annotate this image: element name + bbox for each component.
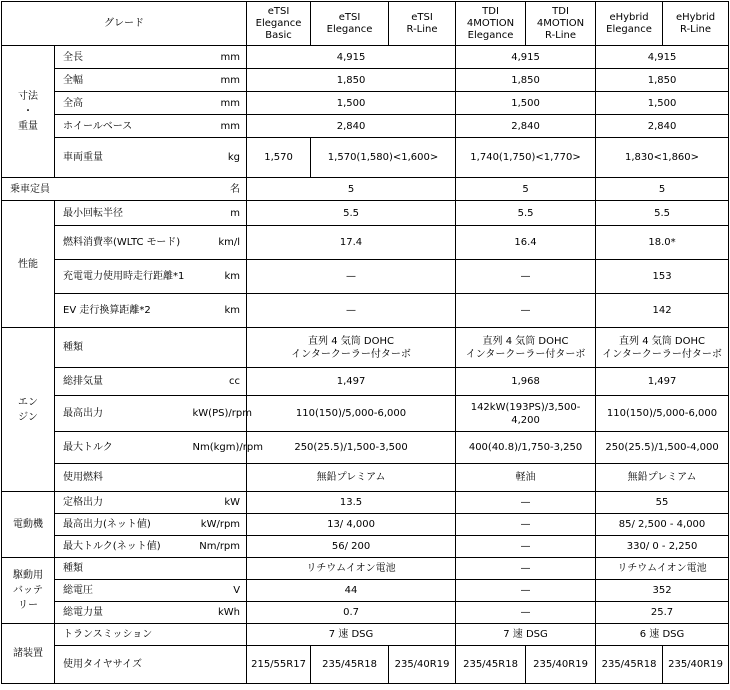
engine-value: 直列 4 気筒 DOHC インタークーラー付ターボ: [456, 328, 596, 368]
performance-value: —: [456, 294, 596, 328]
battery-category: 駆動用 バッテ リー: [2, 558, 55, 624]
header-model: eTSI Elegance Basic: [247, 2, 311, 46]
battery-value: 25.7: [596, 602, 729, 624]
battery-row: [2, 602, 729, 624]
equipment-row: [2, 624, 729, 646]
engine-unit: Nm(kgm)/rpm: [193, 432, 247, 464]
header-model: TDI 4MOTION R-Line: [526, 2, 596, 46]
motor-value: 13.5: [247, 492, 456, 514]
performance-value: —: [456, 260, 596, 294]
performance-row: [2, 260, 729, 294]
battery-value: —: [456, 580, 596, 602]
performance-unit: m: [193, 201, 247, 226]
performance-unit: km/l: [193, 226, 247, 260]
dimensions-value: 2,840: [456, 115, 596, 138]
motor-value: 55: [596, 492, 729, 514]
battery-label: 種類: [55, 558, 193, 580]
performance-value: 5.5: [456, 201, 596, 226]
motor-label: 定格出力: [55, 492, 193, 514]
engine-value: 250(25.5)/1,500-3,500: [247, 432, 456, 464]
battery-unit: [193, 558, 247, 580]
battery-label: 総電圧: [55, 580, 193, 602]
engine-value: 142kW(193PS)/3,500- 4,200: [456, 396, 596, 432]
engine-row: [2, 396, 729, 432]
engine-label: 最高出力: [55, 396, 193, 432]
equipment-value: 235/45R18: [596, 646, 663, 684]
dimensions-row: [2, 69, 729, 92]
engine-value: 400(40.8)/1,750-3,250: [456, 432, 596, 464]
dimensions-unit: mm: [193, 69, 247, 92]
performance-value: 5.5: [247, 201, 456, 226]
performance-value: —: [247, 260, 456, 294]
motor-row: [2, 514, 729, 536]
engine-category: エン ジン: [2, 328, 55, 492]
dimensions-unit: kg: [193, 138, 247, 178]
dimensions-value: 4,915: [247, 46, 456, 69]
dimensions-row: [2, 115, 729, 138]
performance-row: [2, 294, 729, 328]
battery-unit: V: [193, 580, 247, 602]
battery-value: 44: [247, 580, 456, 602]
header-model: eHybrid Elegance: [596, 2, 663, 46]
dimensions-value: 1,850: [456, 69, 596, 92]
capacity-row: [2, 178, 729, 201]
header-model: eTSI R-Line: [389, 2, 456, 46]
performance-value: 17.4: [247, 226, 456, 260]
engine-value: 軽油: [456, 464, 596, 492]
dimensions-category: 寸法 ・ 重量: [2, 46, 55, 178]
dimensions-unit: mm: [193, 115, 247, 138]
engine-value: 110(150)/5,000-6,000: [596, 396, 729, 432]
motor-label: 最高出力(ネット値): [55, 514, 193, 536]
equipment-value: 7 速 DSG: [247, 624, 456, 646]
engine-label: 種類: [55, 328, 193, 368]
equipment-value: 235/40R19: [663, 646, 729, 684]
dimensions-value: 4,915: [596, 46, 729, 69]
engine-unit: cc: [193, 368, 247, 396]
battery-label: 総電力量: [55, 602, 193, 624]
engine-row: [2, 464, 729, 492]
dimensions-value: 1,500: [596, 92, 729, 115]
header-model: TDI 4MOTION Elegance: [456, 2, 526, 46]
dimensions-label: 車両重量: [55, 138, 193, 178]
motor-row: [2, 492, 729, 514]
battery-unit: kWh: [193, 602, 247, 624]
dimensions-value: 1,570: [247, 138, 311, 178]
spec-table: [1, 1, 729, 684]
capacity-value: 5: [596, 178, 729, 201]
dimensions-value: 1,740(1,750)<1,770>: [456, 138, 596, 178]
equipment-row: [2, 646, 729, 684]
engine-value: 直列 4 気筒 DOHC インタークーラー付ターボ: [247, 328, 456, 368]
performance-unit: km: [193, 260, 247, 294]
equipment-value: 215/55R17: [247, 646, 311, 684]
battery-value: リチウムイオン電池: [596, 558, 729, 580]
motor-unit: kW: [193, 492, 247, 514]
battery-value: —: [456, 558, 596, 580]
engine-unit: kW(PS)/rpm: [193, 396, 247, 432]
performance-label: 最小回転半径: [55, 201, 193, 226]
dimensions-value: 2,840: [596, 115, 729, 138]
motor-value: —: [456, 514, 596, 536]
performance-label: EV 走行換算距離*2: [55, 294, 193, 328]
equipment-unit: [193, 624, 247, 646]
header-row: [2, 2, 729, 46]
dimensions-row: [2, 46, 729, 69]
engine-label: 最大トルク: [55, 432, 193, 464]
motor-value: 56/ 200: [247, 536, 456, 558]
dimensions-value: 1,830<1,860>: [596, 138, 729, 178]
engine-value: 無鉛プレミアム: [596, 464, 729, 492]
motor-value: 330/ 0 - 2,250: [596, 536, 729, 558]
battery-row: [2, 580, 729, 602]
engine-value: 無鉛プレミアム: [247, 464, 456, 492]
equipment-category: 諸装置: [2, 624, 55, 684]
engine-value: 直列 4 気筒 DOHC インタークーラー付ターボ: [596, 328, 729, 368]
dimensions-value: 1,850: [247, 69, 456, 92]
performance-unit: km: [193, 294, 247, 328]
motor-unit: Nm/rpm: [193, 536, 247, 558]
engine-label: 総排気量: [55, 368, 193, 396]
dimensions-row: [2, 138, 729, 178]
spec-table-body: [2, 2, 729, 684]
motor-value: —: [456, 492, 596, 514]
engine-row: [2, 368, 729, 396]
dimensions-value: 4,915: [456, 46, 596, 69]
dimensions-row: [2, 92, 729, 115]
dimensions-label: 全高: [55, 92, 193, 115]
engine-unit: [193, 464, 247, 492]
engine-label: 使用燃料: [55, 464, 193, 492]
motor-value: 13/ 4,000: [247, 514, 456, 536]
performance-label: 充電電力使用時走行距離*1: [55, 260, 193, 294]
motor-label: 最大トルク(ネット値): [55, 536, 193, 558]
battery-value: 352: [596, 580, 729, 602]
equipment-label: 使用タイヤサイズ: [55, 646, 193, 684]
header-grade: グレード: [2, 2, 247, 46]
equipment-value: 235/45R18: [456, 646, 526, 684]
dimensions-unit: mm: [193, 46, 247, 69]
engine-unit: [193, 328, 247, 368]
equipment-value: 7 速 DSG: [456, 624, 596, 646]
capacity-value: 5: [456, 178, 596, 201]
motor-value: 85/ 2,500 - 4,000: [596, 514, 729, 536]
engine-value: 250(25.5)/1,500-4,000: [596, 432, 729, 464]
header-model: eTSI Elegance: [311, 2, 389, 46]
performance-value: 16.4: [456, 226, 596, 260]
equipment-unit: [193, 646, 247, 684]
motor-category: 電動機: [2, 492, 55, 558]
performance-value: —: [247, 294, 456, 328]
performance-value: 153: [596, 260, 729, 294]
equipment-label: トランスミッション: [55, 624, 193, 646]
engine-value: 1,497: [596, 368, 729, 396]
battery-value: 0.7: [247, 602, 456, 624]
engine-value: 110(150)/5,000-6,000: [247, 396, 456, 432]
engine-value: 1,968: [456, 368, 596, 396]
battery-value: リチウムイオン電池: [247, 558, 456, 580]
capacity-label: 乗車定員: [2, 178, 193, 201]
engine-row: [2, 432, 729, 464]
dimensions-value: 1,500: [456, 92, 596, 115]
performance-row: [2, 201, 729, 226]
dimensions-label: 全幅: [55, 69, 193, 92]
performance-row: [2, 226, 729, 260]
performance-value: 5.5: [596, 201, 729, 226]
motor-value: —: [456, 536, 596, 558]
dimensions-unit: mm: [193, 92, 247, 115]
battery-value: —: [456, 602, 596, 624]
equipment-value: 235/45R18: [311, 646, 389, 684]
motor-row: [2, 536, 729, 558]
engine-value: 1,497: [247, 368, 456, 396]
performance-value: 18.0*: [596, 226, 729, 260]
dimensions-label: 全長: [55, 46, 193, 69]
performance-label: 燃料消費率(WLTC モード): [55, 226, 193, 260]
dimensions-value: 1,850: [596, 69, 729, 92]
capacity-unit: 名: [193, 178, 247, 201]
header-model: eHybrid R-Line: [663, 2, 729, 46]
motor-unit: kW/rpm: [193, 514, 247, 536]
performance-category: 性能: [2, 201, 55, 328]
dimensions-value: 1,500: [247, 92, 456, 115]
equipment-value: 235/40R19: [389, 646, 456, 684]
capacity-value: 5: [247, 178, 456, 201]
battery-row: [2, 558, 729, 580]
equipment-value: 235/40R19: [526, 646, 596, 684]
performance-value: 142: [596, 294, 729, 328]
dimensions-label: ホイールベース: [55, 115, 193, 138]
engine-row: [2, 328, 729, 368]
equipment-value: 6 速 DSG: [596, 624, 729, 646]
dimensions-value: 2,840: [247, 115, 456, 138]
dimensions-value: 1,570(1,580)<1,600>: [311, 138, 456, 178]
